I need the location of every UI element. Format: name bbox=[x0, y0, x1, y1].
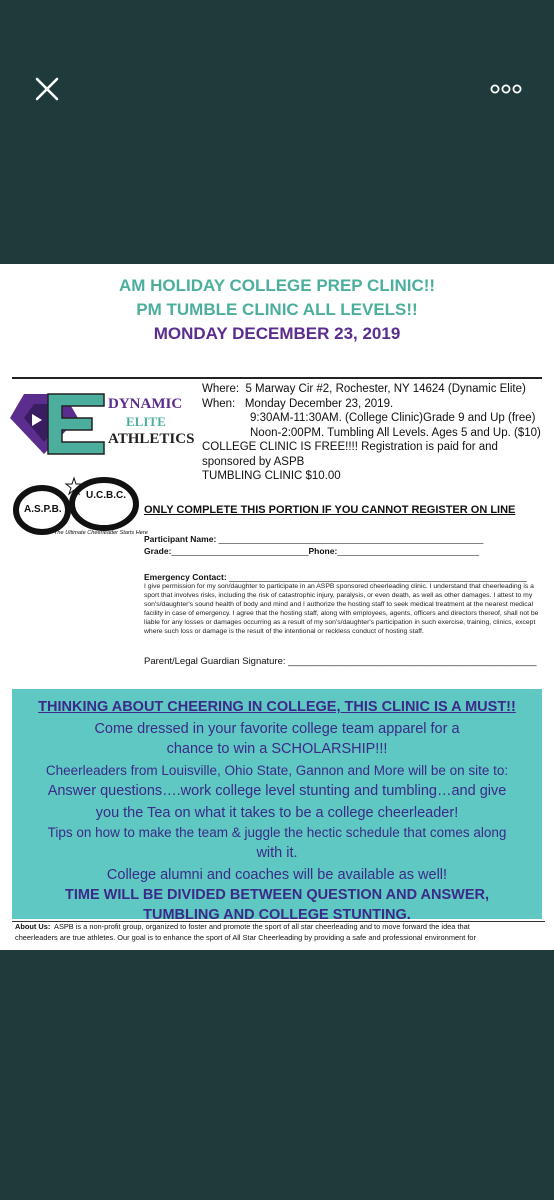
promo-headline: THINKING ABOUT CHEERING IN COLLEGE, THIS CLINIC IS A MUST!! bbox=[38, 699, 516, 715]
promo-line: Cheerleaders from Louisville, Ohio State, Gannon and More will be on site to: bbox=[45, 763, 509, 778]
logo-dynamic-text: DYNAMIC bbox=[108, 396, 183, 412]
aspb-logo-text: A.S.P.B. bbox=[24, 504, 62, 515]
divider bbox=[12, 377, 542, 379]
promo-line: College alumni and coaches will be available as well! bbox=[106, 867, 448, 883]
promo-line: TIME WILL BE DIVIDED BETWEEN QUESTION AND ANSWER, bbox=[65, 887, 489, 903]
flyer-image bbox=[0, 264, 554, 950]
about-text-line: ASPB is a non-profit group, organized to foster and promote the sport of all star cheerleading and to move forward the idea that bbox=[54, 922, 470, 931]
registration-form: Participant Name: ________________________________________________________ Grade:_____________________________Phone:______________________________ Emergency Contact: _______________________________________________________________ bbox=[144, 534, 527, 582]
promo-line: Answer questions….work college level stunting and tumbling…and give bbox=[47, 783, 507, 799]
only-complete-notice: ONLY COMPLETE THIS PORTION IF YOU CANNOT REGISTER ON LINE bbox=[144, 504, 516, 516]
more-icon[interactable] bbox=[490, 82, 522, 94]
flyer-date: MONDAY DECEMBER 23, 2019 bbox=[153, 324, 401, 343]
waiver-text: I give permission for my son/daughter to participate in an ASPB sponsored cheerleading clinic. I understand that cheerleading is a sport that involves risks, including the risk of catastrophic injury, paralysis, or even death, as well as other damages. I attest to my son's/daughter's sound health of body and mind and I authorize the hosting staff to seek medical treatment at the nearest medical facility in case of emergency. I agree that the hosting staff, along with employees, agents, officers and directors thereof, shall not be liable for any losses or damages occurring as a result of my son's/daughter's participation in such exercise, training, clinics, except where such loss or damage is the result of the intentional or reckless conduct of hosting staff. bbox=[144, 583, 539, 635]
where-value: 5 Marway Cir #2, Rochester, NY 14624 (Dynamic Elite) bbox=[245, 383, 526, 395]
aspb-tagline: The Ultimate Cheerleader Starts Here bbox=[54, 530, 148, 536]
promo-box bbox=[12, 689, 542, 923]
phone-label: Phone: bbox=[308, 546, 338, 556]
when-value: Monday December 23, 2019. bbox=[244, 397, 394, 410]
about-us bbox=[12, 921, 545, 950]
promo-line: Tips on how to make the team & juggle the hectic schedule that comes along bbox=[47, 825, 507, 840]
promo-line: with it. bbox=[256, 845, 298, 861]
ucbc-logo-text: U.C.B.C. bbox=[86, 490, 126, 501]
where-label: Where: bbox=[202, 383, 240, 395]
about-text-line: cheerleaders are true athletes. Our goal is to enhance the sport of All Star Cheerleading by providing a safe and professional environment for bbox=[15, 932, 476, 942]
promo-line: chance to win a SCHOLARSHIP!!! bbox=[166, 741, 388, 757]
pm-session: Noon-2:00PM. Tumbling All Levels. Ages 5 and Up. ($10) bbox=[250, 426, 541, 439]
viewer-top-bar bbox=[0, 0, 554, 180]
logo-athletics-text: ATHLETICS bbox=[108, 431, 195, 447]
logo-elite-text: ELITE bbox=[126, 414, 166, 429]
promo-line: you the Tea on what it takes to be a college cheerleader! bbox=[95, 805, 459, 821]
diamond-e-icon bbox=[8, 390, 108, 458]
am-session: 9:30AM-11:30AM. (College Clinic)Grade 9 and Up (free) bbox=[250, 412, 536, 424]
participant-label: Participant Name: bbox=[144, 534, 217, 544]
promo-line: TUMBLING AND COLLEGE STUNTING. bbox=[143, 907, 411, 923]
flyer-title-pm: PM TUMBLE CLINIC ALL LEVELS!! bbox=[136, 300, 418, 319]
promo-line: Come dressed in your favorite college team apparel for a bbox=[94, 721, 460, 737]
close-icon[interactable] bbox=[34, 76, 60, 102]
emergency-label: Emergency Contact: bbox=[144, 572, 227, 582]
event-details bbox=[202, 382, 547, 484]
dynamic-elite-logo bbox=[8, 390, 198, 460]
about-label: About Us: bbox=[15, 922, 51, 931]
aspb-logo bbox=[12, 474, 148, 544]
signature-line: Parent/Legal Guardian Signature: _______________________________________________ bbox=[144, 656, 537, 667]
grade-label: Grade: bbox=[144, 546, 172, 556]
sponsored-text: sponsored by ASPB bbox=[202, 455, 305, 468]
signature-label: Parent/Legal Guardian Signature: bbox=[144, 656, 286, 667]
when-label: When: bbox=[202, 397, 236, 410]
tumbling-price: TUMBLING CLINIC $10.00 bbox=[202, 470, 341, 482]
college-free-text: COLLEGE CLINIC IS FREE!!!! Registration is paid for and bbox=[202, 441, 498, 453]
flyer-title-am: AM HOLIDAY COLLEGE PREP CLINIC!! bbox=[118, 276, 436, 295]
